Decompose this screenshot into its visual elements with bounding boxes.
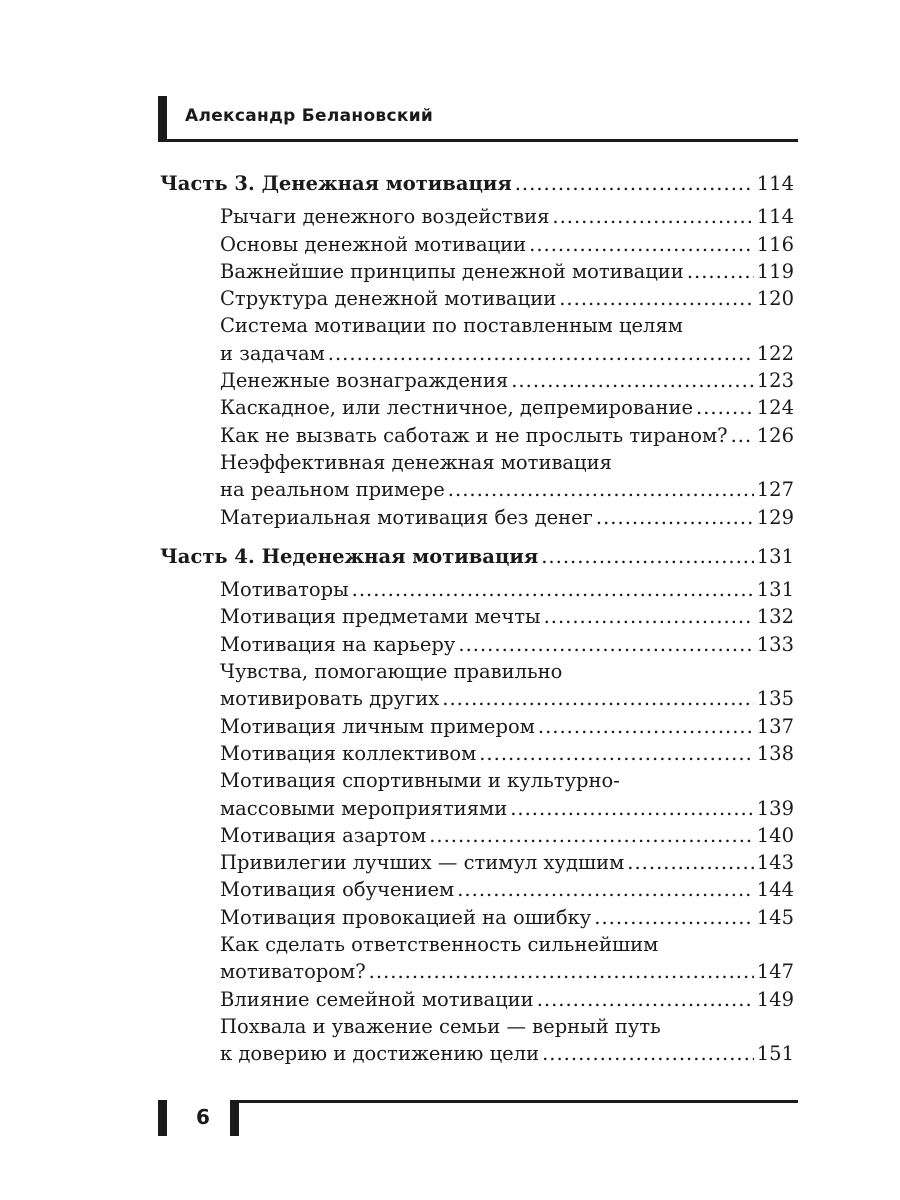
toc-entry-row [160,1040,794,1067]
toc-entry-row [160,258,794,285]
toc-leader-dots [352,576,754,603]
toc-entry-title: Чувства, помогающие правильно [220,660,563,684]
toc-entry-page: 127 [756,478,794,502]
toc-entry-row [160,685,794,712]
toc-entry-row [160,312,794,339]
toc-entry-title: Материальная мотивация без денег [220,505,593,529]
toc-entry-page: 151 [756,1042,794,1066]
toc-entry-title: Важнейшие принципы денежной мотивации [220,259,684,283]
toc-entry-page: 124 [756,396,794,420]
toc-entry-page: 139 [756,796,794,820]
toc-entry-page: 149 [756,987,794,1011]
toc-entry-page: 147 [756,960,794,984]
toc-entry-row [160,713,794,740]
toc-entry-title: и задачам [220,341,325,365]
toc-part-title: Часть 4. Неденежная мотивация [160,544,539,568]
toc-entry-page: 143 [756,851,794,875]
toc-entry-row [160,931,794,958]
toc-entry-row [160,576,794,603]
toc-leader-dots [544,603,754,630]
toc-entry-row [160,849,794,876]
toc-entry-title: Мотивация личным примером [220,714,535,738]
toc-leader-dots [542,1040,754,1067]
toc-entry-row [160,603,794,630]
toc-leader-dots [552,203,753,230]
toc-entry-title: массовыми мероприятиями [220,796,508,820]
toc-entry-row [160,504,794,531]
toc-entry-title: на реальном примере [220,478,445,502]
toc-entry-title: Мотиваторы [220,578,349,602]
toc-leader-dots [559,285,754,312]
toc-entry-row [160,203,794,230]
toc-entry-row [160,986,794,1013]
toc-entry-title: Рычаги денежного воздействия [220,205,550,229]
toc-entry-row [160,285,794,312]
table-of-contents [160,170,794,1080]
toc-entry-row [160,476,794,503]
toc-entry-page: 119 [756,259,794,283]
toc-entry-row [160,658,794,685]
toc-entry-row [160,367,794,394]
toc-leader-dots [448,476,754,503]
toc-entry-page: 145 [756,905,794,929]
toc-entry-page: 129 [756,505,794,529]
toc-leader-dots [537,986,754,1013]
toc-entry-row [160,449,794,476]
toc-entry-page: 120 [756,287,794,311]
page-footer [158,1100,798,1136]
toc-entry-row [160,1013,794,1040]
toc-leader-dots [731,422,754,449]
toc-entry-page: 137 [756,714,794,738]
toc-part-page: 131 [756,544,794,568]
header-rule [167,139,798,142]
toc-entry-title: Структура денежной мотивации [220,287,557,311]
toc-entry-title: Мотивация азартом [220,823,427,847]
footer-bar-left [158,1100,167,1136]
toc-entry-title: Система мотивации по поставленным целям [220,314,683,338]
toc-entry-title: Как сделать ответственность сильнейшим [220,933,659,957]
toc-leader-dots [696,394,754,421]
page-number: 6 [196,1105,210,1129]
toc-leader-dots [510,795,754,822]
toc-leader-dots [596,504,754,531]
toc-entry-row [160,231,794,258]
toc-entry-title: Похвала и уважение семьи — верный путь [220,1014,661,1038]
toc-leader-dots [442,685,753,712]
toc-entry-page: 144 [756,878,794,902]
toc-leader-dots [369,958,754,985]
toc-entry-row [160,904,794,931]
toc-leader-dots [511,367,754,394]
header-bar [158,96,167,142]
toc-entry-row [160,422,794,449]
toc-entry-title: Денежные вознаграждения [220,369,509,393]
footer-bar-right [230,1100,239,1136]
toc-leader-dots [594,904,754,931]
toc-entry-title: Влияние семейной мотивации [220,987,534,1011]
toc-entry-page: 122 [756,341,794,365]
toc-leader-dots [429,822,754,849]
toc-entry-page: 131 [756,578,794,602]
toc-leader-dots [458,631,753,658]
toc-entry-row [160,958,794,985]
toc-entry-title: Мотивация коллективом [220,741,477,765]
toc-entry-title: Мотивация предметами мечты [220,605,541,629]
toc-leader-dots [529,231,754,258]
footer-rule [239,1100,798,1103]
toc-entry-title: Мотивация на карьеру [220,632,456,656]
toc-part-row [160,170,794,197]
toc-leader-dots [687,258,754,285]
toc-entry-title: Мотивация спортивными и культурно- [220,769,620,793]
toc-entry-title: к доверию и достижению цели [220,1042,540,1066]
toc-entry-row [160,795,794,822]
toc-leader-dots [479,740,754,767]
toc-entry-page: 132 [756,605,794,629]
toc-leader-dots [457,876,754,903]
toc-entry-page: 114 [756,205,794,229]
toc-section [160,543,794,1068]
toc-part-page: 114 [756,172,794,195]
toc-leader-dots [515,170,754,197]
toc-entry-row [160,876,794,903]
toc-entry-title: мотиватором? [220,960,366,984]
toc-entry-row [160,822,794,849]
toc-entry-page: 133 [756,632,794,656]
toc-entry-title: Неэффективная денежная мотивация [220,450,612,474]
toc-entry-row [160,631,794,658]
toc-leader-dots [538,713,754,740]
toc-entry-row [160,394,794,421]
toc-entry-title: Основы денежной мотивации [220,232,527,256]
toc-entry-page: 135 [756,687,794,711]
toc-entry-title: Мотивация провокацией на ошибку [220,905,592,929]
toc-section [160,170,794,531]
toc-entry-title: Привилегии лучших — стимул худшим [220,851,625,875]
toc-leader-dots [541,543,754,570]
toc-entry-title: Мотивация обучением [220,878,455,902]
toc-entry-title: мотивировать других [220,687,440,711]
toc-entry-page: 140 [756,823,794,847]
toc-leader-dots [328,340,754,367]
header-author: Александр Белановский [185,106,434,126]
toc-entry-page: 123 [756,369,794,393]
running-header [158,96,798,142]
toc-leader-dots [627,849,753,876]
toc-entry-title: Как не вызвать саботаж и не прослыть тираном? [220,423,728,447]
toc-entry-title: Каскадное, или лестничное, депремирование [220,396,693,420]
toc-entry-row [160,767,794,794]
toc-entry-row [160,740,794,767]
toc-entry-row [160,340,794,367]
toc-entry-page: 138 [756,741,794,765]
toc-part-title: Часть 3. Денежная мотивация [160,172,512,195]
toc-entry-page: 126 [756,423,794,447]
toc-part-row [160,543,794,570]
toc-entry-page: 116 [756,232,794,256]
